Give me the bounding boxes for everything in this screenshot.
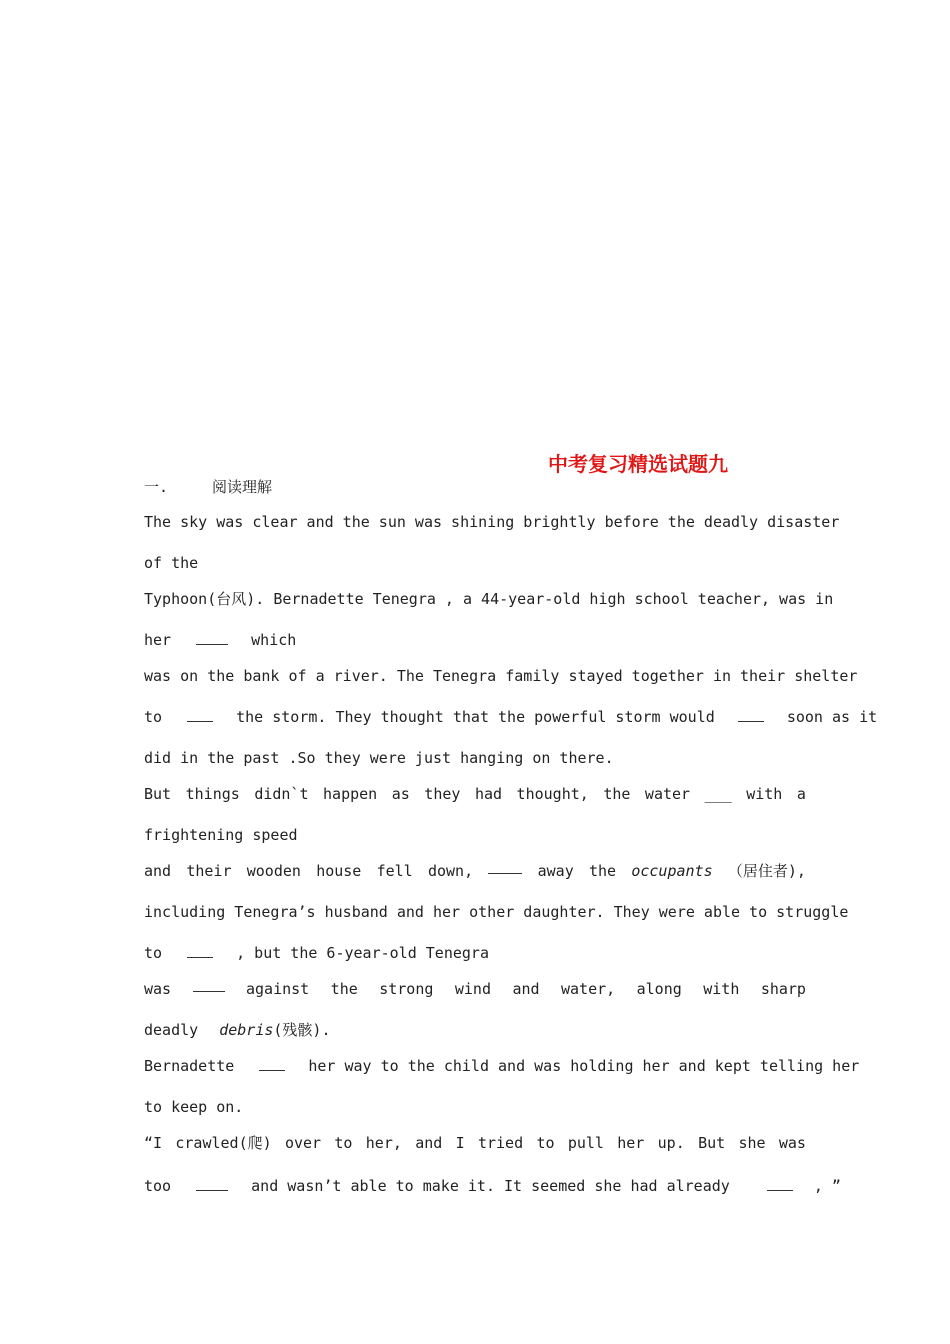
- word: , ”: [813, 1177, 841, 1195]
- answer-blank: [187, 709, 213, 722]
- answer-blank: [767, 1178, 793, 1191]
- text-line: [144, 1056, 860, 1076]
- word: and: [512, 980, 540, 998]
- answer-blank: [738, 709, 764, 722]
- word: the: [589, 862, 617, 880]
- text-line: frightening speed: [144, 826, 298, 844]
- word: her: [144, 631, 172, 649]
- word: water: [644, 785, 691, 803]
- word: against: [246, 980, 310, 998]
- text-line: [144, 784, 806, 804]
- word: to: [144, 708, 163, 726]
- section-label: 阅读理解: [212, 478, 273, 496]
- word: which: [251, 631, 297, 649]
- word: But: [698, 1134, 726, 1152]
- word: they: [424, 785, 461, 803]
- word: and: [415, 1134, 443, 1152]
- text-line: [144, 1020, 806, 1040]
- text-line: [144, 943, 806, 963]
- word: was: [144, 980, 172, 998]
- page-title: 中考复习精选试题九: [548, 452, 728, 476]
- word: I: [455, 1134, 465, 1152]
- answer-blank: [193, 979, 225, 992]
- word: “I: [144, 1134, 163, 1152]
- italic-word: debris: [219, 1021, 274, 1039]
- word: house: [316, 862, 362, 880]
- word: things: [185, 785, 240, 803]
- word: along: [636, 980, 682, 998]
- word: was: [778, 1134, 806, 1152]
- text-line: [144, 861, 806, 881]
- word: the: [330, 980, 358, 998]
- word: and wasn’t able to make it. It seemed she had already: [251, 1177, 730, 1195]
- answer-blank: [196, 1178, 228, 1191]
- word: But: [144, 785, 172, 803]
- text-line: to keep on.: [144, 1098, 244, 1116]
- text-line: did in the past .So they were just hanging on there.: [144, 749, 614, 767]
- text-line: was on the bank of a river. The Tenegra family stayed together in their shelter: [144, 667, 858, 685]
- word: with: [703, 980, 740, 998]
- answer-blank: ___: [704, 785, 732, 803]
- word: away: [537, 862, 574, 880]
- text-line: Typhoon(台风). Bernadette Tenegra , a 44-year-old high school teacher, was in: [144, 590, 834, 608]
- section-number: 一.: [144, 478, 169, 496]
- word: their: [186, 862, 232, 880]
- text-line: [144, 979, 806, 999]
- word: too: [144, 1177, 172, 1195]
- text-line: of the: [144, 554, 199, 572]
- word: the: [603, 785, 631, 803]
- word: crawled(爬): [175, 1134, 272, 1152]
- word: water,: [560, 980, 616, 998]
- answer-blank: [488, 861, 522, 874]
- word: strong: [379, 980, 434, 998]
- word: , but the 6-year-old Tenegra: [236, 944, 489, 962]
- word: her,: [365, 1134, 402, 1152]
- word: her way to the child and was holding her and kept telling her: [308, 1057, 860, 1075]
- answer-blank: [196, 632, 228, 645]
- text-line: [144, 1176, 841, 1196]
- word: she: [738, 1134, 766, 1152]
- answer-blank: [187, 945, 213, 958]
- word: with: [746, 785, 783, 803]
- word: （居住者),: [727, 862, 806, 880]
- word: (残骸).: [273, 1021, 331, 1039]
- text-line: The sky was clear and the sun was shining brightly before the deadly disaster: [144, 513, 840, 531]
- answer-blank: [259, 1058, 285, 1071]
- word: as: [391, 785, 410, 803]
- word: her: [617, 1134, 645, 1152]
- word: happen: [323, 785, 378, 803]
- word: down,: [427, 862, 474, 880]
- text-line: [144, 1133, 806, 1153]
- word: to: [334, 1134, 353, 1152]
- text-line: including Tenegra’s husband and her other daughter. They were able to struggle: [144, 903, 849, 921]
- section-heading: [144, 476, 272, 497]
- word: and: [144, 862, 172, 880]
- word: didn`t: [254, 785, 309, 803]
- word: had: [474, 785, 503, 803]
- word: thought,: [516, 785, 589, 803]
- word: a: [796, 785, 806, 803]
- word: over: [284, 1134, 322, 1152]
- word: soon as it: [786, 708, 878, 726]
- word: to: [144, 944, 163, 962]
- word: the storm. They thought that the powerful storm would: [236, 708, 715, 726]
- italic-word: occupants: [631, 862, 713, 880]
- text-line: [144, 707, 878, 727]
- text-line: [144, 630, 806, 650]
- word: wind: [454, 980, 491, 998]
- word: Bernadette: [144, 1057, 235, 1075]
- word: deadly: [144, 1021, 199, 1039]
- word: fell: [376, 862, 413, 880]
- word: sharp: [760, 980, 806, 998]
- word: pull: [567, 1134, 604, 1152]
- word: wooden: [246, 862, 301, 880]
- word: to: [536, 1134, 555, 1152]
- word: up.: [657, 1134, 685, 1152]
- word: tried: [477, 1134, 524, 1152]
